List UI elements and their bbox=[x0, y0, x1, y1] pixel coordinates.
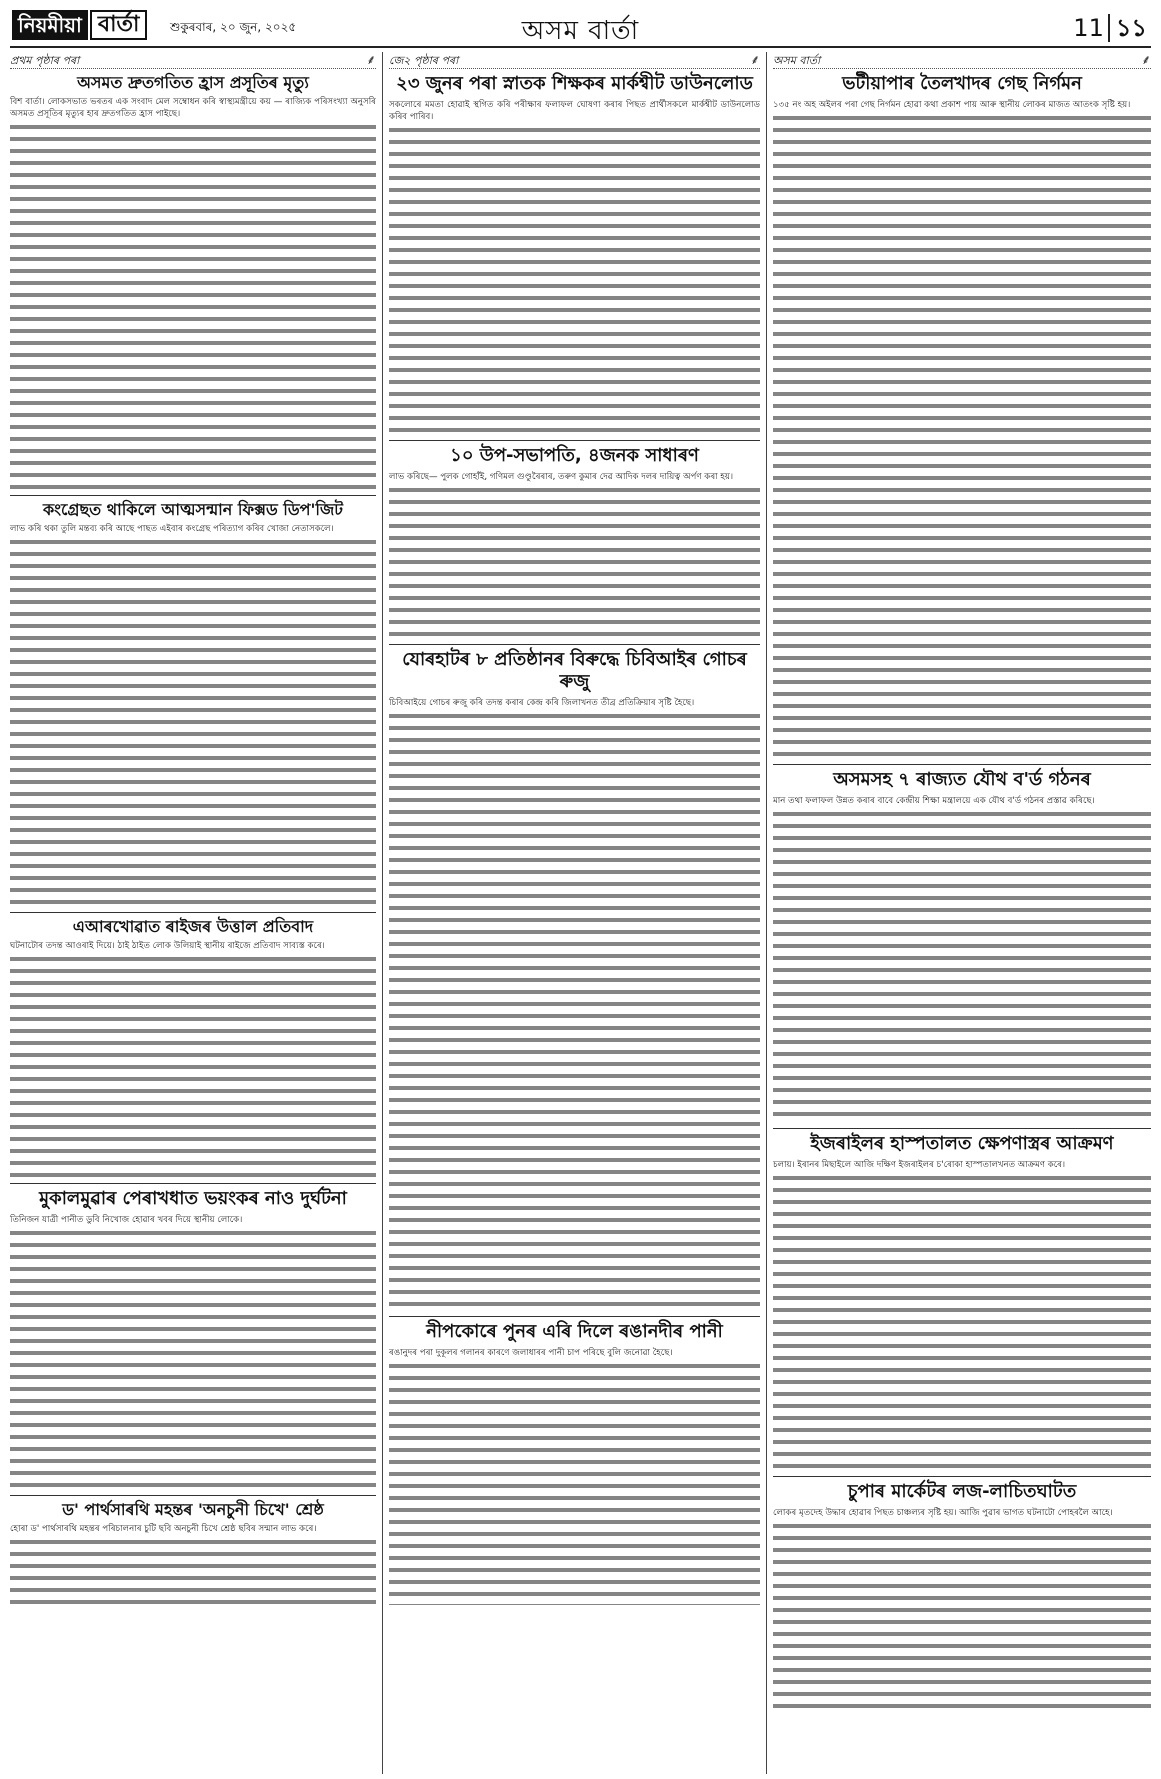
article-lead: ৰঙানুদৰ পৰা দুকূলৰ গলানৰ কাৰণে জলাধাৰৰ পানী চাপ পৰিছে বুলি জনোৱা হৈছে। bbox=[389, 1348, 673, 1359]
article-headline: মুকালমুৱাৰ পেৰাখধাত ভয়ংকৰ নাও দুৰ্ঘটনা bbox=[39, 1188, 347, 1210]
article-body-text bbox=[773, 1171, 1151, 1471]
article-headline: ১০ উপ-সভাপতি, ৪জনক সাধাৰণ bbox=[450, 445, 699, 467]
article bbox=[10, 1188, 376, 1490]
article-body-text bbox=[773, 807, 1151, 1123]
article-lead: লাভ কৰিছে— পুলক গোহাঁই, গণিমল গুণ্ডুৰৈৰাৰ, তৰুণ কুমাৰ দেৱ আদিক দলৰ দায়িত্ব অৰ্পণ কৰা হয়। bbox=[389, 472, 734, 483]
article bbox=[389, 1321, 760, 1605]
article-headline: যোৰহাটৰ ৮ প্ৰতিষ্ঠানৰ বিৰুদ্ধে চিবিআইৰ গোচৰ ৰুজু bbox=[402, 649, 747, 693]
divider bbox=[389, 440, 760, 441]
article bbox=[389, 73, 760, 435]
divider bbox=[773, 1476, 1151, 1477]
flourish-icon: ⸙ bbox=[366, 53, 376, 68]
divider bbox=[10, 1495, 376, 1496]
article-headline: ইজৰাইলৰ হাস্পতালত ক্ষেপণাস্ত্ৰৰ আক্ৰমণ bbox=[810, 1133, 1114, 1155]
article-lead: চলায়। ইৰানৰ মিছাইলে আজি দক্ষিণ ইজৰাইলৰ চ'ৰোকা হাস্পতালখনত আক্ৰমণ কৰে। bbox=[773, 1160, 1066, 1171]
divider bbox=[10, 495, 376, 496]
article bbox=[10, 917, 376, 1178]
article-body-text bbox=[10, 535, 376, 907]
article-lead: তিনিজন যাত্ৰী পানীত ডুবি নিখোজ হোৱাৰ খবৰ দিয়ে স্থানীয় লোকে। bbox=[10, 1215, 243, 1226]
article-lead: ঘটনাটোৰ তদন্ত আওৰাই দিয়ে। ঠাই ঠাইত লোক উলিয়াই স্থানীয় ৰাইজে প্ৰতিবাদ সাব্যস্ত কৰে। bbox=[10, 941, 325, 952]
article-lead: ১৩৫ নং অহ অইলৰ পৰা গেছ নিৰ্গমন হোৱা কথা প্ৰকাশ পায় আৰু স্থানীয় লোকৰ মাজত আতংক সৃষ্টি হয়। bbox=[773, 100, 1131, 110]
article bbox=[389, 649, 760, 1311]
article bbox=[773, 73, 1151, 759]
column-divider bbox=[382, 52, 383, 1774]
column-2 bbox=[389, 52, 760, 1610]
article-headline: চুপাৰ মাৰ্কেটৰ লজ-লাচিতঘাটত bbox=[847, 1481, 1077, 1503]
article-headline: ২৩ জুনৰ পৰা স্নাতক শিক্ষকৰ মাৰ্কশ্বীট ডাউনলোড bbox=[396, 73, 753, 94]
article bbox=[10, 500, 376, 907]
article-body-text bbox=[10, 952, 376, 1178]
article-headline: নীপকোৰে পুনৰ এৰি দিলে ৰঙানদীৰ পানী bbox=[426, 1321, 723, 1343]
continuation-label: অসম বাৰ্তা ⸙ bbox=[773, 52, 1151, 69]
article-body-text bbox=[10, 1226, 376, 1490]
article-lead: বিশ বাৰ্তা। লোকসভাত ভৰতৰ এক সংবাদ মেল সম্বোধন কৰি স্বাস্থ্যমন্ত্ৰীয়ে কয় — ৰাজ্যিক পৰিসংখ্যা অনুসৰি অসমত প্ৰসূতিৰ মৃত্যুৰ হাৰ দ্ৰুতগতিত হ্ৰাস পাইছে। bbox=[10, 97, 376, 120]
article-lead: লাভ কৰি থকা তুলি মন্তব্য কৰি আছে পাছত এইবাৰ কংগ্ৰেছ পৰিত্যাগ কৰিব খোজা নেতাসকলে। bbox=[10, 524, 334, 535]
article-headline: এআৰখোৱাত ৰাইজৰ উত্তাল প্ৰতিবাদ bbox=[72, 917, 314, 937]
page-number-assamese: ১১ bbox=[1108, 14, 1147, 42]
article bbox=[773, 1133, 1151, 1471]
article-lead: হোৰা ড' পাৰ্থসাৰথি মহন্তৰ পৰিচালনাৰ চুটি ছবি অনচুনী চিখে শ্ৰেষ্ঠ ছবিৰ সন্মান লাভ কৰে। bbox=[10, 1524, 317, 1535]
divider bbox=[389, 1316, 760, 1317]
logo-part1: নিয়মীয়া bbox=[12, 10, 88, 40]
article bbox=[10, 73, 376, 490]
article-body-text bbox=[389, 123, 760, 435]
flourish-icon: ⸙ bbox=[1141, 53, 1151, 68]
article-body-text bbox=[389, 709, 760, 1311]
dateline: শুকুৰবাৰ, ২০ জুন, ২০২৫ bbox=[170, 20, 297, 34]
divider bbox=[773, 1128, 1151, 1129]
article-body-text bbox=[389, 483, 760, 639]
article bbox=[10, 1500, 376, 1607]
page-number bbox=[1073, 10, 1147, 50]
article-headline: অসমত দ্ৰুতগতিত হ্ৰাস প্ৰসূতিৰ মৃত্যু bbox=[77, 73, 309, 92]
article-body-text bbox=[773, 111, 1151, 759]
divider bbox=[389, 644, 760, 645]
article-headline: কংগ্ৰেছত থাকিলে আত্মসন্মান ফিক্সড ডিপ'জিট bbox=[42, 500, 344, 520]
article-body-text bbox=[10, 120, 376, 490]
section-title: অসম বাৰ্তা bbox=[521, 16, 640, 46]
continuation-label: জে২ পৃষ্ঠাৰ পৰা ⸙ bbox=[389, 52, 760, 69]
column-divider bbox=[766, 52, 767, 1774]
article-lead: সকলোৰে মমতা হোৱাই স্থগিত কৰি পৰীক্ষাৰ ফলাফল ঘোষণা কৰাৰ পিছত প্ৰাৰ্থীসকলে মাৰ্কশ্বীট ডাউনলোড কৰিব পাৰিব। bbox=[389, 100, 760, 123]
article-lead: চিবিআইয়ে গোচৰ ৰুজু কৰি তদন্ত কৰাৰ কেন্দ্ৰ কৰি জিলাখনত তীব্ৰ প্ৰতিক্ৰিয়াৰ সৃষ্টি হৈছে। bbox=[389, 698, 695, 709]
article-headline: ড' পাৰ্থসাৰথি মহন্তৰ 'অনচুনী চিখে' শ্ৰেষ্ঠ bbox=[62, 1500, 324, 1520]
article-lead: লোকৰ মৃতদেহ উদ্ধাৰ হোৱাৰ পিছত চাঞ্চল্যৰ সৃষ্টি হয়। আজি পুৱাৰ ভাগত ঘটনাটো পোহৰলৈ আহে। bbox=[773, 1508, 1113, 1519]
article bbox=[389, 445, 760, 639]
article-body-text bbox=[10, 1535, 376, 1607]
column-3 bbox=[773, 52, 1151, 1716]
article bbox=[773, 1481, 1151, 1711]
article-body-text bbox=[773, 1519, 1151, 1711]
article-body-text bbox=[389, 1359, 760, 1605]
column-1 bbox=[10, 52, 376, 1612]
continuation-label: প্ৰথম পৃষ্ঠাৰ পৰা ⸙ bbox=[10, 52, 376, 69]
article bbox=[773, 769, 1151, 1123]
divider bbox=[773, 764, 1151, 765]
flourish-icon: ⸙ bbox=[750, 53, 760, 68]
divider bbox=[10, 912, 376, 913]
article-lead: মান তথা ফলাফল উন্নত কৰাৰ বাবে কেন্দ্ৰীয় শিক্ষা মন্ত্ৰালয়ে এক যৌথ ব'ৰ্ড গঠনৰ প্ৰস্তাৱ কৰিছে। bbox=[773, 796, 1095, 807]
page-number-latin: 11 bbox=[1073, 14, 1104, 42]
divider bbox=[10, 1183, 376, 1184]
masthead bbox=[10, 6, 1151, 48]
article-headline: ভটীয়াপাৰ তৈলখাদৰ গেছ নিৰ্গমন bbox=[842, 73, 1082, 94]
logo-part2: বাৰ্তা bbox=[90, 10, 148, 40]
article-headline: অসমসহ ৭ ৰাজ্যত যৌথ ব'ৰ্ড গঠনৰ bbox=[833, 769, 1091, 791]
